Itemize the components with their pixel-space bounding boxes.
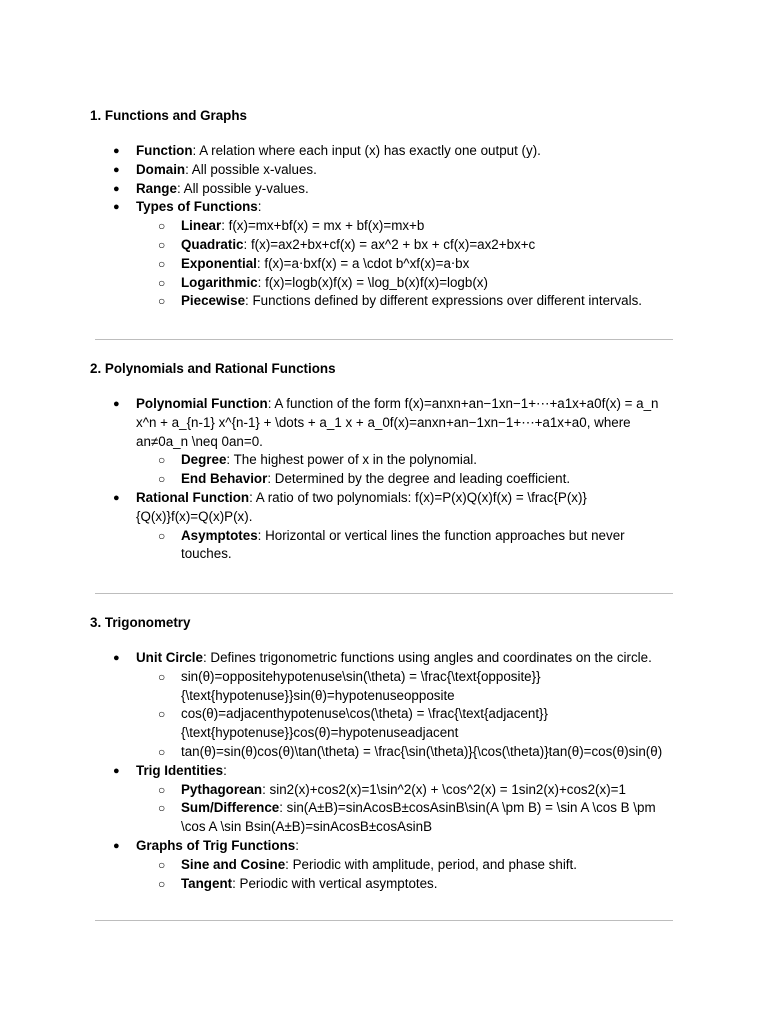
list-item bbox=[0, 161, 678, 180]
list-item bbox=[0, 198, 678, 217]
section-1-list bbox=[0, 142, 768, 311]
term: Sum/Difference bbox=[181, 800, 280, 816]
term: Linear bbox=[181, 218, 222, 234]
list-item bbox=[0, 837, 678, 856]
definition: : All possible y-values. bbox=[176, 180, 309, 196]
definition: : sin2(x)+cos2(x)=1\sin^2(x) + \cos^2(x) = 1sin2(x)+cos2(x)=1 bbox=[262, 781, 626, 797]
hollow-bullet-icon: ○ bbox=[158, 237, 166, 252]
definition: : f(x)=mx+bf(x) = mx + bf(x)=mx+b bbox=[221, 218, 425, 234]
bullet-icon: ● bbox=[113, 839, 120, 852]
definition: : sin(A±B)=sinAcosB±cosAsinB\sin(A \pm B) = \sin A \cos B \pm \cos A \sin Bsin(A±B)=sinAcosB±cosAsinB bbox=[181, 800, 656, 835]
list-item bbox=[0, 649, 678, 668]
term: Exponential bbox=[181, 255, 257, 271]
sub-list-item bbox=[0, 743, 678, 762]
term: Function bbox=[136, 143, 193, 158]
term: Graphs of Trig Functions bbox=[136, 837, 296, 853]
sub-list-item bbox=[0, 470, 678, 489]
list-item bbox=[0, 142, 678, 161]
hollow-bullet-icon: ○ bbox=[158, 744, 166, 759]
hollow-bullet-icon: ○ bbox=[158, 219, 166, 234]
hollow-bullet-icon: ○ bbox=[158, 801, 166, 816]
definition: : Periodic with vertical asymptotes. bbox=[232, 875, 438, 891]
bullet-icon: ● bbox=[113, 145, 120, 157]
definition: : A ratio of two polynomials: f(x)=P(x)Q(x)f(x) = \frac{P(x)}{Q(x)}f(x)=Q(x)P(x). bbox=[136, 489, 587, 524]
term: Quadratic bbox=[181, 236, 244, 252]
sub-list-item bbox=[0, 875, 678, 894]
section-3-list bbox=[0, 649, 768, 893]
sub-list-item bbox=[0, 217, 678, 236]
term: End Behavior bbox=[181, 471, 268, 487]
term: Asymptotes bbox=[181, 527, 258, 543]
section-divider bbox=[95, 593, 673, 594]
hollow-bullet-icon: ○ bbox=[158, 876, 166, 891]
term: Sine and Cosine bbox=[181, 856, 286, 872]
term: Pythagorean bbox=[181, 781, 263, 797]
hollow-bullet-icon: ○ bbox=[158, 294, 166, 309]
term: Logarithmic bbox=[181, 274, 258, 290]
definition: : All possible x-values. bbox=[185, 161, 317, 177]
sub-list-item bbox=[0, 799, 678, 837]
hollow-bullet-icon: ○ bbox=[158, 857, 166, 872]
definition: : bbox=[295, 837, 299, 853]
section-2-list bbox=[0, 395, 768, 564]
definition: : Determined by the degree and leading coefficient. bbox=[267, 471, 571, 487]
sub-list-item bbox=[0, 292, 678, 311]
formula: tan(θ)=sin(θ)cos(θ)\tan(\theta) = \frac{\sin(\theta)}{\cos(\theta)}tan(θ)=cos(θ)sin(θ) bbox=[181, 743, 663, 759]
bullet-icon: ● bbox=[113, 652, 120, 664]
formula: sin(θ)=oppositehypotenuse\sin(\theta) = \frac{\text{opposite}}{\text{hypotenuse}}sin(θ)=hypotenuseopposite bbox=[181, 668, 541, 703]
list-item bbox=[0, 489, 678, 527]
definition: : A relation where each input (x) has exactly one output (y). bbox=[192, 143, 541, 158]
definition: : Defines trigonometric functions using angles and coordinates on the circle. bbox=[202, 650, 652, 665]
hollow-bullet-icon: ○ bbox=[158, 707, 166, 722]
hollow-bullet-icon: ○ bbox=[158, 782, 166, 797]
hollow-bullet-icon: ○ bbox=[158, 256, 166, 271]
term: Piecewise bbox=[181, 293, 246, 309]
term: Degree bbox=[181, 452, 227, 468]
term: Polynomial Function bbox=[136, 396, 268, 411]
hollow-bullet-icon: ○ bbox=[158, 528, 166, 543]
sub-list-item bbox=[0, 781, 678, 800]
definition: : f(x)=a⋅bxf(x) = a \cdot b^xf(x)=a⋅bx bbox=[256, 255, 470, 271]
sub-list-item bbox=[0, 451, 678, 470]
hollow-bullet-icon: ○ bbox=[158, 275, 166, 290]
term: Tangent bbox=[181, 875, 233, 891]
sub-list-item bbox=[0, 255, 678, 274]
section-divider bbox=[95, 339, 673, 340]
hollow-bullet-icon: ○ bbox=[158, 669, 166, 684]
term: Rational Function bbox=[136, 489, 250, 505]
hollow-bullet-icon: ○ bbox=[158, 453, 166, 468]
definition: : bbox=[223, 762, 227, 778]
definition: : Periodic with amplitude, period, and phase shift. bbox=[285, 856, 577, 872]
sub-list-item bbox=[0, 705, 678, 743]
bullet-icon: ● bbox=[113, 491, 120, 504]
sub-list-item bbox=[0, 668, 678, 706]
term: Domain bbox=[136, 161, 186, 177]
section-1-title: 1. Functions and Graphs bbox=[90, 108, 247, 123]
formula: cos(θ)=adjacenthypotenuse\cos(\theta) = \frac{\text{adjacent}}{\text{hypotenuse}}cos(θ)=hypotenuseadjacent bbox=[181, 706, 548, 741]
bullet-icon: ● bbox=[113, 201, 120, 214]
sub-list-item bbox=[0, 236, 678, 255]
section-2-title: 2. Polynomials and Rational Functions bbox=[90, 361, 336, 376]
term: Unit Circle bbox=[136, 650, 203, 665]
definition: : bbox=[257, 199, 262, 215]
sub-list-item bbox=[0, 274, 678, 293]
bullet-icon: ● bbox=[113, 764, 120, 777]
hollow-bullet-icon: ○ bbox=[158, 472, 166, 487]
term: Range bbox=[136, 180, 177, 196]
sub-list-item bbox=[0, 527, 678, 565]
sub-list-item bbox=[0, 856, 678, 875]
list-item bbox=[0, 395, 678, 451]
bullet-icon: ● bbox=[113, 398, 120, 410]
section-divider bbox=[95, 920, 673, 921]
definition: : The highest power of x in the polynomial. bbox=[226, 452, 478, 468]
definition: : A function of the form f(x)=anxn+an−1xn−1+⋯+a1x+a0f(x) = a_n x^n + a_{n-1} x^{n-1} + \dots + a_1 x + a_0f(x)=anxn+an−1xn−1+⋯+a1x+a0, where an≠0a_n \neq 0an=0. bbox=[136, 396, 659, 449]
definition: : f(x)=ax2+bx+cf(x) = ax^2 + bx + cf(x)=ax2+bx+c bbox=[243, 236, 536, 252]
bullet-icon: ● bbox=[113, 163, 120, 176]
bullet-icon: ● bbox=[113, 182, 120, 195]
section-3-title: 3. Trigonometry bbox=[90, 615, 191, 630]
definition: : Horizontal or vertical lines the function approaches but never touches. bbox=[181, 527, 625, 562]
definition: : Functions defined by different expressions over different intervals. bbox=[245, 293, 643, 309]
term: Types of Functions bbox=[136, 199, 258, 215]
definition: : f(x)=logb(x)f(x) = \log_b(x)f(x)=logb(x) bbox=[257, 274, 488, 290]
list-item bbox=[0, 180, 678, 199]
list-item bbox=[0, 762, 678, 781]
term: Trig Identities bbox=[136, 762, 224, 778]
